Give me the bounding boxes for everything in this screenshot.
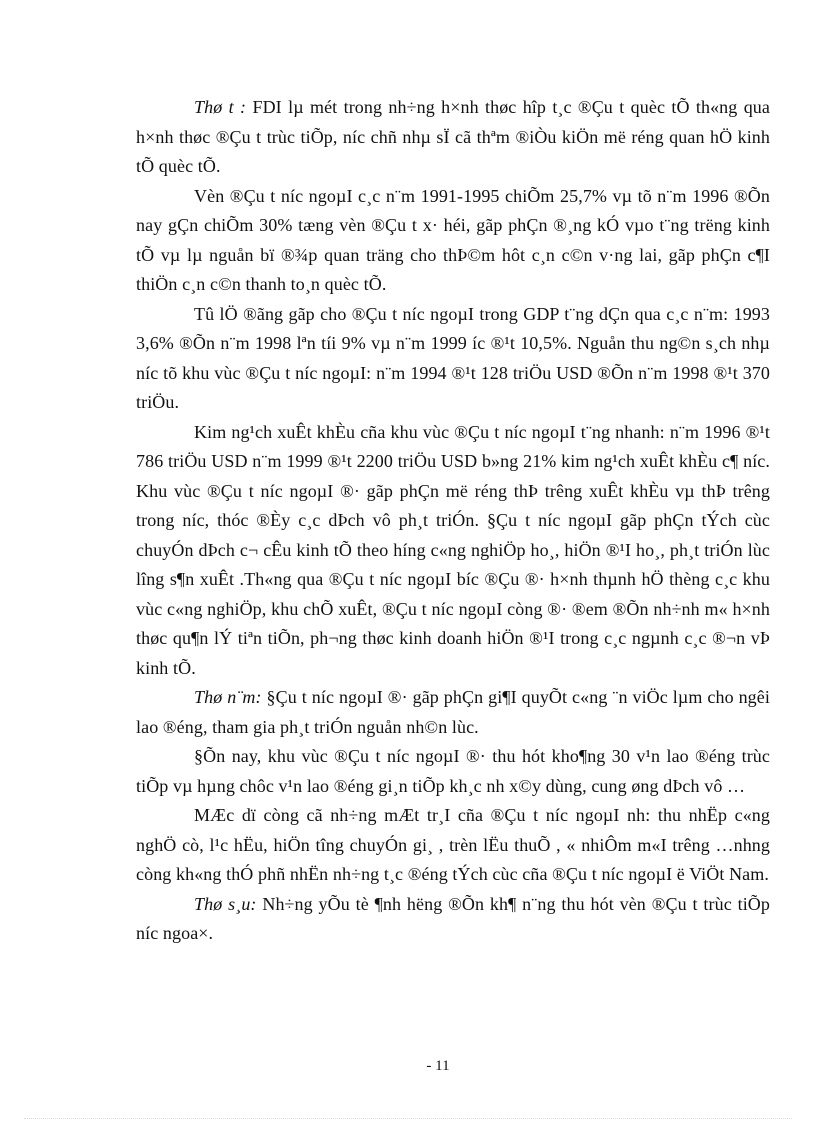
page-bottom-divider <box>24 1118 792 1119</box>
paragraph-text: Vèn ®Çu t níc ngoµI c¸c n¨m 1991-1995 chiÕm 25,7% vµ tõ n¨m 1996 ®Õn nay gÇn chiÕm 30% tæng vèn ®Çu t x· héi, gãp phÇn ®¸ng kÓ vµo t¨ng trëng kinh tÕ vµ lµ nguån bï ®¾p quan träng cho thÞ©m hôt c¸n c©n v·ng lai, gãp phÇn c¶I thiÖn c¸n c©n thanh to¸n quèc tÕ. <box>136 185 770 294</box>
body-text <box>136 93 770 949</box>
page-number: - 11 <box>426 1058 450 1074</box>
paragraph-3 <box>136 300 770 418</box>
paragraph-2 <box>136 182 770 300</box>
paragraph-lead: Thø s¸u: <box>194 893 257 914</box>
paragraph-5 <box>136 683 770 742</box>
paragraph-text: §Çu t níc ngoµI ®· gãp phÇn gi¶I quyÕt c«ng ¨n viÖc lµm cho ngêi lao ®éng, tham gia ph¸t triÓn nguån nh©n lùc. <box>136 687 770 737</box>
paragraph-text: Nh÷ng yÕu tè ¶nh hëng ®Õn kh¶ n¨ng thu hót vèn ®Çu t trùc tiÕp níc ngoa×. <box>136 893 771 943</box>
paragraph-text: §Õn nay, khu vùc ®Çu t níc ngoµI ®· thu hót kho¶ng 30 v¹n lao ®éng trùc tiÕp vµ hµng chôc v¹n lao ®éng gi¸n tiÕp kh¸c nh x©y dùng, cung øng dÞch vô … <box>136 746 770 796</box>
paragraph-7 <box>136 801 770 890</box>
paragraph-8 <box>136 890 770 949</box>
paragraph-4 <box>136 418 770 684</box>
paragraph-text: MÆc dï còng cã nh÷ng mÆt tr¸I cña ®Çu t níc ngoµI nh: thu nhËp c«ng nghÖ cò, l¹c hËu, hiÖn tîng chuyÓn gi¸ , trèn lËu thuÕ , « nhiÔm m«I trêng …nhng còng kh«ng thÓ phñ nhËn nh÷ng t¸c ®éng tÝch cùc cña ®Çu t níc ngoµI ë ViÖt Nam. <box>136 805 770 884</box>
paragraph-lead: Thø n¨m: <box>194 687 262 707</box>
paragraph-lead: Thø t : <box>194 97 247 117</box>
paragraph-text: Kim ng¹ch xuÊt khÈu cña khu vùc ®Çu t níc ngoµI t¨ng nhanh: n¨m 1996 ®¹t 786 triÖu USD n¨m 1999 ®¹t 2200 triÖu USD b»ng 21% kim ng¹ch xuÊt khÈu c¶ níc. Khu vùc ®Çu t níc ngoµI ®· gãp phÇn më réng thÞ trêng xuÊt khÈu vµ thÞ trêng trong níc, thóc ®Èy c¸c dÞch vô ph¸t triÓn. §Çu t níc ngoµI gãp phÇn tÝch cùc chuyÓn dÞch c¬ cÊu kinh tÕ theo híng c«ng nghiÖp ho¸, hiÖn ®¹I ho¸, ph¸t triÓn lùc lîng s¶n xuÊt .Th«ng qua ®Çu t níc ngoµI bíc ®Çu ®· h×nh thµnh hÖ thèng c¸c khu vùc c«ng nghiÖp, khu chÕ xuÊt, ®Çu t níc ngoµI còng ®· ®em ®Õn nh÷nh m« h×nh thøc qu¶n lÝ tiªn tiÕn, ph¬ng thøc kinh doanh hiÖn ®¹I trong c¸c ngµnh c¸c ®¬n vÞ kinh tÕ. <box>136 421 770 678</box>
paragraph-6 <box>136 742 770 801</box>
paragraph-text: FDI lµ mét trong nh÷ng h×nh thøc hîp t¸c ®Çu t quèc tÕ th«ng qua h×nh thøc ®Çu t trùc tiÕp, níc chñ nhµ sÏ cã thªm ®iÒu kiÖn më réng quan hÖ kinh tÕ quèc tÕ. <box>136 97 770 176</box>
paragraph-text: Tû lÖ ®ãng gãp cho ®Çu t níc ngoµI trong GDP t¨ng dÇn qua c¸c n¨m: 1993 3,6% ®Õn n¨m 1998 lªn tíi 9% vµ n¨m 1999 íc ®¹t 10,5%. Nguån thu ng©n s¸ch nhµ níc tõ khu vùc ®Çu t níc ngoµI: n¨m 1994 ®¹t 128 triÖu USD ®Õn n¨m 1998 ®¹t 370 triÖu. <box>136 303 770 412</box>
paragraph-1 <box>136 93 770 182</box>
